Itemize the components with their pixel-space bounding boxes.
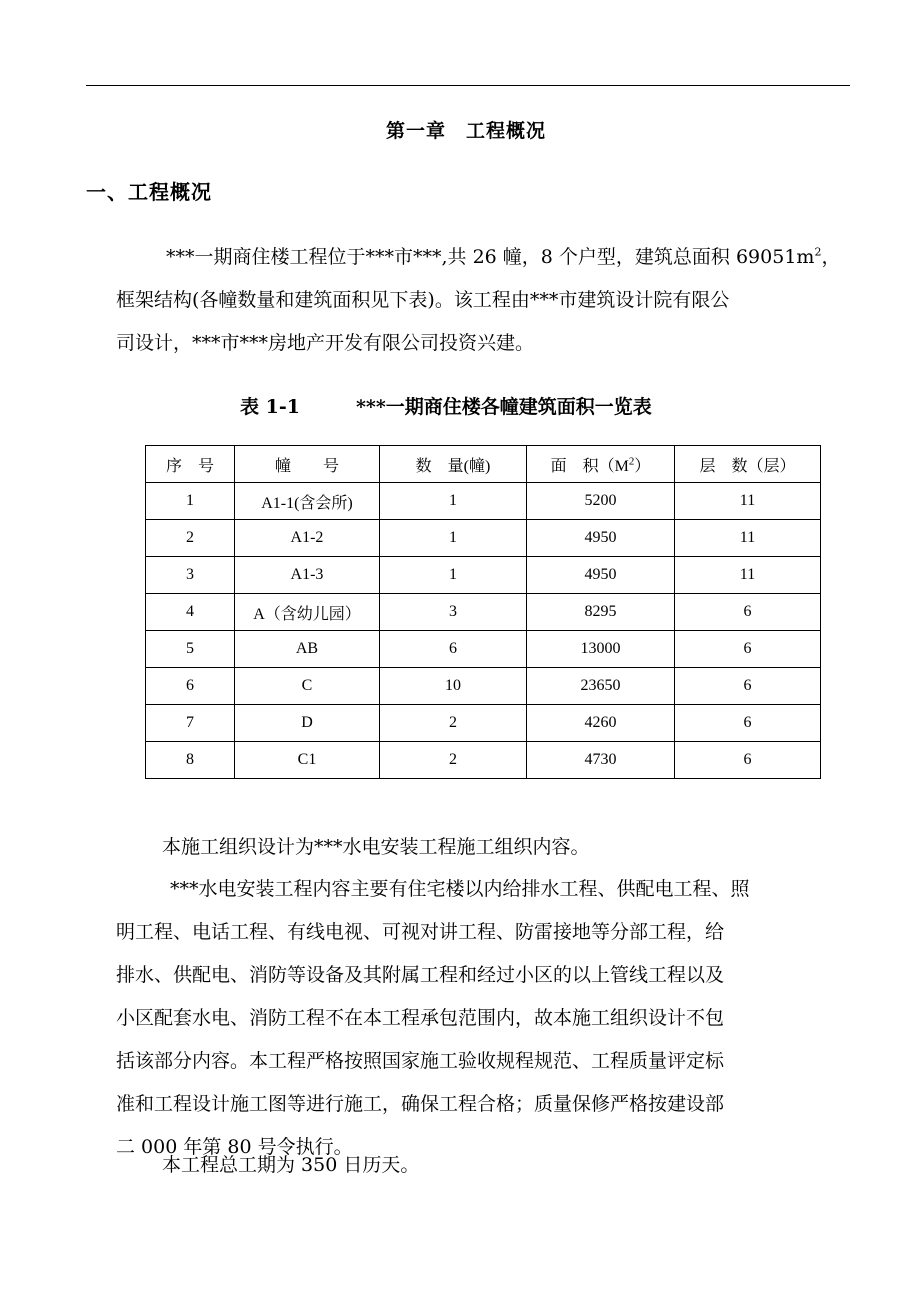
header-cell: 层 数（层） <box>675 446 821 483</box>
table-cell: 6 <box>675 742 821 779</box>
table-cell: 1 <box>380 557 527 594</box>
table-cell: 1 <box>380 520 527 557</box>
table-row <box>146 742 821 779</box>
table-cell: 1 <box>380 483 527 520</box>
table-cell: 7 <box>146 705 235 742</box>
table-row <box>146 631 821 668</box>
building-area-table <box>145 445 821 779</box>
scope-line: 二 000 年第 80 号令执行。 <box>116 1136 353 1158</box>
table-cell: 5 <box>146 631 235 668</box>
table-row <box>146 557 821 594</box>
intro-line-2: 框架结构(各幢数量和建筑面积见下表)。该工程由***市建筑设计院有限公 <box>116 289 730 311</box>
table-cell: 8 <box>146 742 235 779</box>
table-row <box>146 520 821 557</box>
table-title: ***一期商住楼各幢建筑面积一览表 <box>355 396 652 418</box>
scope-line: 小区配套水电、消防工程不在本工程承包范围内，故本施工组织设计不包 <box>116 1007 725 1029</box>
superscript: 2 <box>814 245 822 259</box>
table-caption <box>240 392 652 419</box>
table-cell: A（含幼儿园） <box>235 594 380 631</box>
table-cell: 11 <box>675 520 821 557</box>
header-rule <box>86 85 850 86</box>
scope-paragraph <box>116 868 750 1169</box>
table-cell: 23650 <box>527 668 675 705</box>
scope-line: 括该部分内容。本工程严格按照国家施工验收规程规范、工程质量评定标 <box>116 1050 725 1072</box>
table-row <box>146 483 821 520</box>
table-cell: AB <box>235 631 380 668</box>
table-cell: 6 <box>675 631 821 668</box>
table-cell: A1-2 <box>235 520 380 557</box>
intro-line-3: 司设计，***市***房地产开发有限公司投资兴建。 <box>116 332 535 354</box>
table-cell: A1-3 <box>235 557 380 594</box>
table-cell: C <box>235 668 380 705</box>
table-cell: 6 <box>675 594 821 631</box>
table-cell: C1 <box>235 742 380 779</box>
table-cell: 2 <box>380 742 527 779</box>
table-number: 表 1-1 <box>240 396 300 418</box>
table-row <box>146 594 821 631</box>
scope-intro: 本施工组织设计为***水电安装工程施工组织内容。 <box>162 836 590 858</box>
scope-line: ***水电安装工程内容主要有住宅楼以内给排水工程、供配电工程、照 <box>170 878 750 900</box>
chapter-title: 第一章 工程概况 <box>385 120 546 142</box>
table-cell: 3 <box>380 594 527 631</box>
header-cell: 幢 号 <box>235 446 380 483</box>
table-cell: 6 <box>675 705 821 742</box>
table-cell: 6 <box>675 668 821 705</box>
table-cell: 1 <box>146 483 235 520</box>
table-cell: 11 <box>675 483 821 520</box>
section-title: 一、工程概况 <box>86 180 212 204</box>
table-cell: 11 <box>675 557 821 594</box>
header-cell: 面 积$(M^2)$ <box>527 446 675 483</box>
table-cell: 4 <box>146 594 235 631</box>
intro-paragraph <box>116 236 840 365</box>
table-cell: A1-1(含会所) <box>235 483 380 520</box>
table-cell: 2 <box>380 705 527 742</box>
intro-line-1: ***一期商住楼工程位于***市***,共 26 幢，8 个户型，建筑总面积 $69051m^2$， <box>166 245 841 268</box>
table-header-row <box>146 446 821 483</box>
table-cell: 6 <box>380 631 527 668</box>
table-cell: 4950 <box>527 520 675 557</box>
table-cell: 2 <box>146 520 235 557</box>
scope-line: 排水、供配电、消防等设备及其附属工程和经过小区的以上管线工程以及 <box>116 964 725 986</box>
scope-line: 明工程、电话工程、有线电视、可视对讲工程、防雷接地等分部工程，给 <box>116 921 725 943</box>
table-cell: 5200 <box>527 483 675 520</box>
table-cell: 8295 <box>527 594 675 631</box>
table-cell: D <box>235 705 380 742</box>
table-cell: 10 <box>380 668 527 705</box>
table-row <box>146 705 821 742</box>
table-cell: 4950 <box>527 557 675 594</box>
table-cell: 4260 <box>527 705 675 742</box>
scope-line: 准和工程设计施工图等进行施工，确保工程合格；质量保修严格按建设部 <box>116 1093 725 1115</box>
header-cell: 数 量(幢) <box>380 446 527 483</box>
duration-line: 本工程总工期为 350 日历天。 <box>162 1154 420 1176</box>
header-cell: 序 号 <box>146 446 235 483</box>
table-cell: 6 <box>146 668 235 705</box>
table-cell: 4730 <box>527 742 675 779</box>
table-cell: 3 <box>146 557 235 594</box>
table-cell: 13000 <box>527 631 675 668</box>
table-row <box>146 668 821 705</box>
